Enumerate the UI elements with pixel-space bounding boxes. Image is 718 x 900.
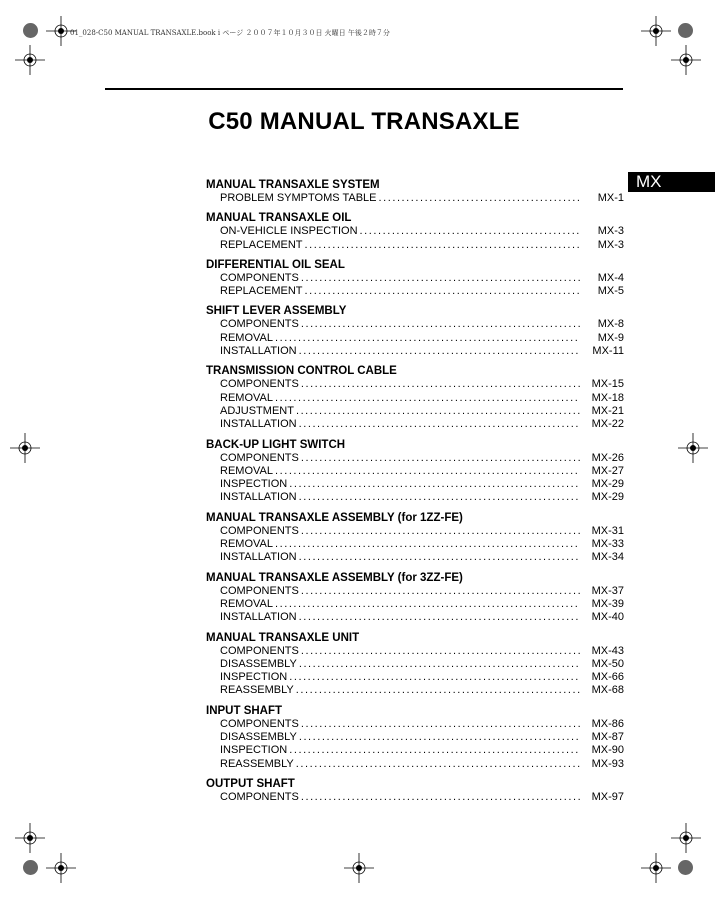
dot-leader — [275, 465, 580, 478]
toc-entry-page: MX-37 — [591, 584, 624, 597]
toc-section — [206, 777, 624, 804]
toc-entry[interactable] — [206, 718, 624, 731]
toc-entry[interactable] — [206, 585, 624, 598]
toc-entry-label: COMPONENTS — [220, 524, 299, 537]
toc-entry-page: MX-31 — [591, 524, 624, 537]
dot-leader — [301, 452, 580, 465]
toc-section-title: DIFFERENTIAL OIL SEAL — [206, 258, 345, 271]
toc-entry-page: MX-34 — [591, 551, 624, 564]
toc-entry[interactable] — [206, 405, 624, 418]
dot-leader — [296, 758, 580, 771]
dot-leader — [301, 525, 580, 538]
toc-entry-label: COMPONENTS — [220, 271, 299, 284]
toc-entry-page: MX-21 — [591, 404, 624, 417]
toc-entry-page: MX-33 — [591, 538, 624, 551]
toc-entry-label: REMOVAL — [220, 331, 273, 344]
toc-entry-page: MX-87 — [591, 731, 624, 744]
table-of-contents — [206, 178, 624, 810]
dot-leader — [301, 318, 580, 331]
toc-entry[interactable] — [206, 418, 624, 431]
dot-leader — [305, 239, 580, 252]
dot-leader — [299, 551, 580, 564]
dot-leader — [299, 345, 580, 358]
toc-section-title: SHIFT LEVER ASSEMBLY — [206, 305, 347, 318]
dot-leader — [301, 645, 580, 658]
corner-dot-icon — [678, 860, 693, 875]
toc-entry[interactable] — [206, 758, 624, 771]
dot-leader — [296, 684, 580, 697]
toc-entry-page: MX-27 — [591, 464, 624, 477]
print-header-note: 01_028-C50 MANUAL TRANSAXLE.book i ページ ２００７年１０月３０日 火曜日 午後２時７分 — [70, 29, 390, 37]
toc-entry-page: MX-29 — [591, 491, 624, 504]
toc-section-title: INPUT SHAFT — [206, 704, 283, 717]
toc-entry[interactable] — [206, 332, 624, 345]
toc-entry-label: COMPONENTS — [220, 644, 299, 657]
toc-entry-page: MX-90 — [591, 744, 624, 757]
dot-leader — [275, 538, 580, 551]
page-title: C50 MANUAL TRANSAXLE — [208, 108, 520, 135]
toc-entry-label: INSTALLATION — [220, 551, 297, 564]
toc-entry[interactable] — [206, 272, 624, 285]
toc-entry-page: MX-8 — [597, 318, 624, 331]
top-rule — [105, 88, 623, 90]
registration-mark-icon — [15, 823, 45, 853]
dot-leader — [360, 225, 580, 238]
toc-section-title: MANUAL TRANSAXLE UNIT — [206, 631, 360, 644]
toc-entry-page: MX-97 — [591, 790, 624, 803]
dot-leader — [301, 791, 580, 804]
dot-leader — [299, 611, 580, 624]
toc-entry-page: MX-66 — [591, 671, 624, 684]
toc-entry-page: MX-39 — [591, 597, 624, 610]
toc-section-title: BACK-UP LIGHT SWITCH — [206, 438, 346, 451]
registration-mark-icon — [671, 823, 701, 853]
toc-entry[interactable] — [206, 491, 624, 504]
dot-leader — [289, 671, 580, 684]
toc-section-title: MANUAL TRANSAXLE ASSEMBLY (for 3ZZ-FE) — [206, 571, 463, 584]
toc-entry[interactable] — [206, 791, 624, 804]
toc-entry-label: DISASSEMBLY — [220, 731, 297, 744]
registration-mark-icon — [46, 853, 76, 883]
dot-leader — [301, 718, 580, 731]
toc-section — [206, 178, 624, 205]
toc-entry[interactable] — [206, 658, 624, 671]
dot-leader — [299, 731, 580, 744]
dot-leader — [275, 332, 580, 345]
toc-entry-label: REMOVAL — [220, 464, 273, 477]
toc-entry[interactable] — [206, 192, 624, 205]
registration-mark-icon — [641, 853, 671, 883]
toc-entry-page: MX-3 — [597, 225, 624, 238]
toc-entry-label: INSTALLATION — [220, 611, 297, 624]
toc-entry-page: MX-5 — [597, 285, 624, 298]
toc-entry-label: COMPONENTS — [220, 451, 299, 464]
toc-section — [206, 511, 624, 565]
toc-entry[interactable] — [206, 538, 624, 551]
dot-leader — [275, 392, 580, 405]
toc-entry-label: INSTALLATION — [220, 491, 297, 504]
toc-entry[interactable] — [206, 684, 624, 697]
toc-section — [206, 211, 624, 252]
dot-leader — [299, 418, 580, 431]
toc-entry-page: MX-18 — [591, 391, 624, 404]
toc-section-title: OUTPUT SHAFT — [206, 777, 295, 790]
toc-section-title: MANUAL TRANSAXLE SYSTEM — [206, 179, 380, 191]
toc-entry-page: MX-26 — [591, 451, 624, 464]
registration-mark-icon — [10, 433, 40, 463]
toc-entry-page: MX-50 — [591, 657, 624, 670]
toc-entry-label: ADJUSTMENT — [220, 404, 294, 417]
toc-entry[interactable] — [206, 452, 624, 465]
dot-leader — [379, 192, 581, 205]
toc-entry-page: MX-29 — [591, 478, 624, 491]
dot-leader — [299, 658, 580, 671]
toc-entry-label: REMOVAL — [220, 538, 273, 551]
dot-leader — [275, 598, 580, 611]
toc-entry-label: REPLACEMENT — [220, 238, 303, 251]
toc-entry-label: REASSEMBLY — [220, 757, 294, 770]
toc-entry-label: REASSEMBLY — [220, 684, 294, 697]
corner-dot-icon — [678, 23, 693, 38]
toc-entry[interactable] — [206, 525, 624, 538]
toc-entry-label: COMPONENTS — [220, 584, 299, 597]
toc-entry-page: MX-40 — [591, 611, 624, 624]
toc-entry[interactable] — [206, 318, 624, 331]
toc-entry[interactable] — [206, 551, 624, 564]
toc-entry[interactable] — [206, 239, 624, 252]
toc-entry-label: COMPONENTS — [220, 790, 299, 803]
toc-entry[interactable] — [206, 731, 624, 744]
toc-entry-label: COMPONENTS — [220, 378, 299, 391]
registration-mark-icon — [46, 16, 76, 46]
toc-entry-label: REPLACEMENT — [220, 285, 303, 298]
dot-leader — [305, 285, 580, 298]
toc-entry-page: MX-43 — [591, 644, 624, 657]
toc-section — [206, 364, 624, 431]
toc-entry[interactable] — [206, 378, 624, 391]
dot-leader — [301, 585, 580, 598]
toc-entry-page: MX-3 — [597, 238, 624, 251]
toc-entry[interactable] — [206, 478, 624, 491]
toc-entry-label: INSPECTION — [220, 671, 288, 684]
toc-section — [206, 704, 624, 771]
toc-entry-page: MX-93 — [591, 757, 624, 770]
corner-dot-icon — [23, 860, 38, 875]
toc-section — [206, 571, 624, 625]
dot-leader — [296, 405, 580, 418]
toc-entry-label: COMPONENTS — [220, 318, 299, 331]
toc-entry-label: INSTALLATION — [220, 418, 297, 431]
toc-section — [206, 304, 624, 358]
toc-entry-page: MX-9 — [597, 331, 624, 344]
toc-entry-page: MX-22 — [591, 418, 624, 431]
dot-leader — [289, 478, 580, 491]
toc-entry-page: MX-86 — [591, 717, 624, 730]
toc-entry[interactable] — [206, 645, 624, 658]
dot-leader — [301, 272, 580, 285]
toc-entry-page: MX-68 — [591, 684, 624, 697]
registration-mark-icon — [671, 45, 701, 75]
toc-section — [206, 258, 624, 299]
toc-entry[interactable] — [206, 225, 624, 238]
toc-entry-page: MX-1 — [597, 192, 624, 204]
toc-entry[interactable] — [206, 285, 624, 298]
dot-leader — [299, 491, 580, 504]
toc-entry-label: INSPECTION — [220, 478, 288, 491]
toc-entry-label: COMPONENTS — [220, 717, 299, 730]
registration-mark-icon — [641, 16, 671, 46]
toc-entry-label: INSPECTION — [220, 744, 288, 757]
toc-section-title: TRANSMISSION CONTROL CABLE — [206, 365, 397, 378]
dot-leader — [289, 744, 580, 757]
toc-entry-label: REMOVAL — [220, 391, 273, 404]
toc-entry-page: MX-11 — [592, 345, 624, 358]
toc-entry-label: ON-VEHICLE INSPECTION — [220, 225, 358, 238]
toc-entry-label: INSTALLATION — [220, 345, 297, 358]
dot-leader — [301, 378, 580, 391]
registration-mark-icon — [15, 45, 45, 75]
toc-entry[interactable] — [206, 671, 624, 684]
toc-section — [206, 631, 624, 698]
toc-section — [206, 438, 624, 505]
toc-entry[interactable] — [206, 345, 624, 358]
registration-mark-icon — [344, 853, 374, 883]
corner-dot-icon — [23, 23, 38, 38]
toc-entry[interactable] — [206, 611, 624, 624]
toc-entry[interactable] — [206, 392, 624, 405]
toc-section-title: MANUAL TRANSAXLE OIL — [206, 212, 352, 225]
toc-entry[interactable] — [206, 598, 624, 611]
toc-entry-page: MX-15 — [591, 378, 624, 391]
toc-entry-page: MX-4 — [597, 271, 624, 284]
registration-mark-icon — [678, 433, 708, 463]
toc-entry-label: REMOVAL — [220, 597, 273, 610]
toc-entry-label: PROBLEM SYMPTOMS TABLE — [220, 192, 377, 204]
toc-entry[interactable] — [206, 465, 624, 478]
toc-section-title: MANUAL TRANSAXLE ASSEMBLY (for 1ZZ-FE) — [206, 511, 463, 524]
section-tab: MX — [628, 172, 715, 192]
toc-entry[interactable] — [206, 744, 624, 757]
toc-entry-label: DISASSEMBLY — [220, 657, 297, 670]
